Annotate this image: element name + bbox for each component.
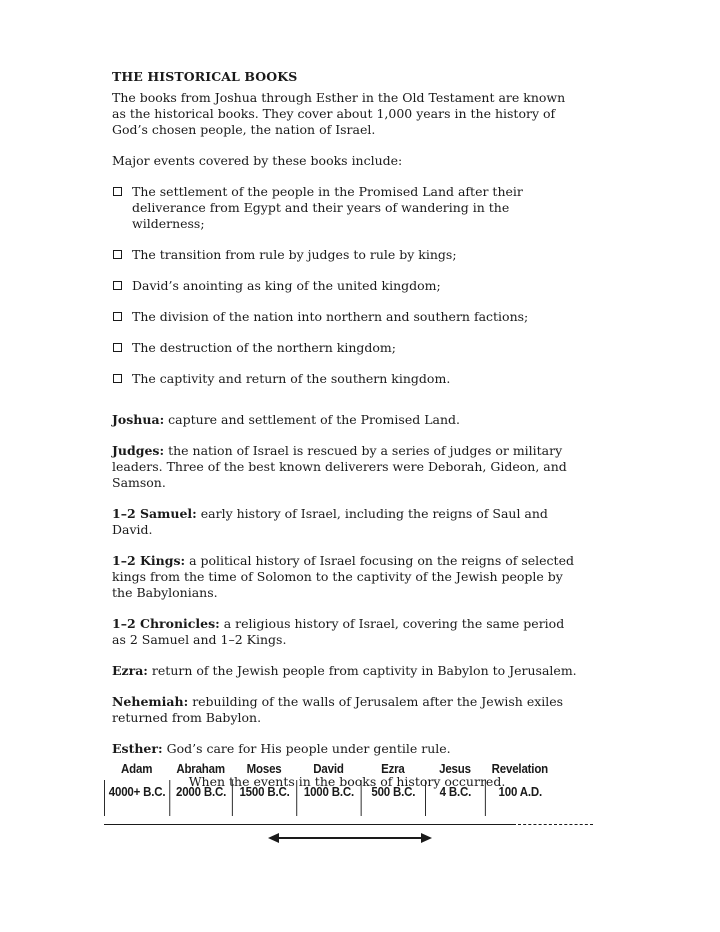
events-lead: Major events covered by these books include: [112, 153, 403, 168]
timeline-future-dashed-line [518, 824, 593, 825]
book-description: a political history of Israel focusing on the reigns of selected kings from the time of Solomon to the captivity of the Jewish people by the Babylonians. [112, 553, 574, 600]
timeline-name: Revelation [491, 762, 549, 776]
timeline-name: David [313, 762, 344, 776]
event-text: The division of the nation into northern and southern factions; [132, 309, 529, 324]
book-entry-nehemiah [112, 694, 582, 726]
book-entry-joshua [112, 412, 582, 428]
double-arrow-icon [268, 830, 432, 846]
document-body [112, 69, 582, 790]
event-item [112, 340, 582, 356]
timeline-name: Moses [246, 762, 282, 776]
book-entry-judges [112, 443, 582, 491]
book-description: God’s care for His people under gentile rule. [166, 741, 451, 756]
timeline-dates-row [104, 780, 555, 816]
book-entry-ezra [112, 663, 582, 679]
book-name: Ezra: [112, 663, 148, 678]
book-name: 1–2 Samuel: [112, 506, 197, 521]
book-description: the nation of Israel is rescued by a series of judges or military leaders. Three of the best known deliverers were Deborah, Gideon, and Samson. [112, 443, 567, 490]
timeline-date: 4 B.C. [425, 780, 485, 816]
timeline-date: 1000 B.C. [296, 780, 360, 816]
book-description: return of the Jewish people from captivity in Babylon to Jerusalem. [151, 663, 577, 678]
book-entry-kings [112, 553, 582, 601]
timeline-baseline [104, 824, 516, 825]
page-title: THE HISTORICAL BOOKS [112, 69, 298, 84]
event-text: The settlement of the people in the Promised Land after their deliverance from Egypt and their years of wandering in the wilderness; [132, 184, 523, 231]
checkbox-square-icon [113, 312, 122, 321]
book-entry-esther [112, 741, 582, 757]
checkbox-square-icon [113, 281, 122, 290]
timeline-name: Jesus [439, 762, 471, 776]
book-description: rebuilding of the walls of Jerusalem after the Jewish exiles returned from Babylon. [112, 694, 564, 725]
event-item [112, 309, 582, 325]
checkbox-square-icon [113, 250, 122, 259]
checkbox-square-icon [113, 343, 122, 352]
timeline-name: Abraham [176, 762, 225, 776]
timeline-date: 100 A.D. [485, 780, 555, 816]
timeline-names-row [104, 760, 555, 780]
event-item [112, 247, 582, 263]
checkbox-square-icon [113, 187, 122, 196]
book-name: 1–2 Chronicles: [112, 616, 220, 631]
book-description: early history of Israel, including the reigns of Saul and David. [112, 506, 548, 537]
book-name: 1–2 Kings: [112, 553, 186, 568]
book-name: Nehemiah: [112, 694, 189, 709]
book-description: a religious history of Israel, covering the same period as 2 Samuel and 1–2 Kings. [112, 616, 565, 647]
timeline-date: 2000 B.C. [169, 780, 232, 816]
book-entry-chronicles [112, 616, 582, 648]
timeline-name: Ezra [381, 762, 405, 776]
events-list [112, 184, 582, 387]
timeline-date: 1500 B.C. [232, 780, 296, 816]
book-description: capture and settlement of the Promised Land. [168, 412, 460, 427]
book-name: Esther: [112, 741, 163, 756]
book-entry-samuel [112, 506, 582, 538]
timeline-date: 4000+ B.C. [104, 780, 169, 816]
book-name: Judges: [112, 443, 165, 458]
timeline-caption: When the events in the books of history occurred. [188, 774, 506, 789]
books-list [112, 412, 582, 757]
book-name: Joshua: [112, 412, 165, 427]
event-item [112, 184, 582, 232]
timeline-name: Adam [121, 762, 153, 776]
event-text: David’s anointing as king of the united kingdom; [132, 278, 441, 293]
event-item [112, 278, 582, 294]
event-text: The captivity and return of the southern kingdom. [132, 371, 451, 386]
event-text: The transition from rule by judges to rule by kings; [132, 247, 457, 262]
timeline-date: 500 B.C. [361, 780, 425, 816]
event-text: The destruction of the northern kingdom; [132, 340, 397, 355]
timeline [104, 760, 555, 816]
checkbox-square-icon [113, 374, 122, 383]
event-item [112, 371, 582, 387]
intro-paragraph: The books from Joshua through Esther in the Old Testament are known as the historical books. They cover about 1,000 years in the history of God’s chosen people, the nation of Israel. [112, 90, 566, 137]
